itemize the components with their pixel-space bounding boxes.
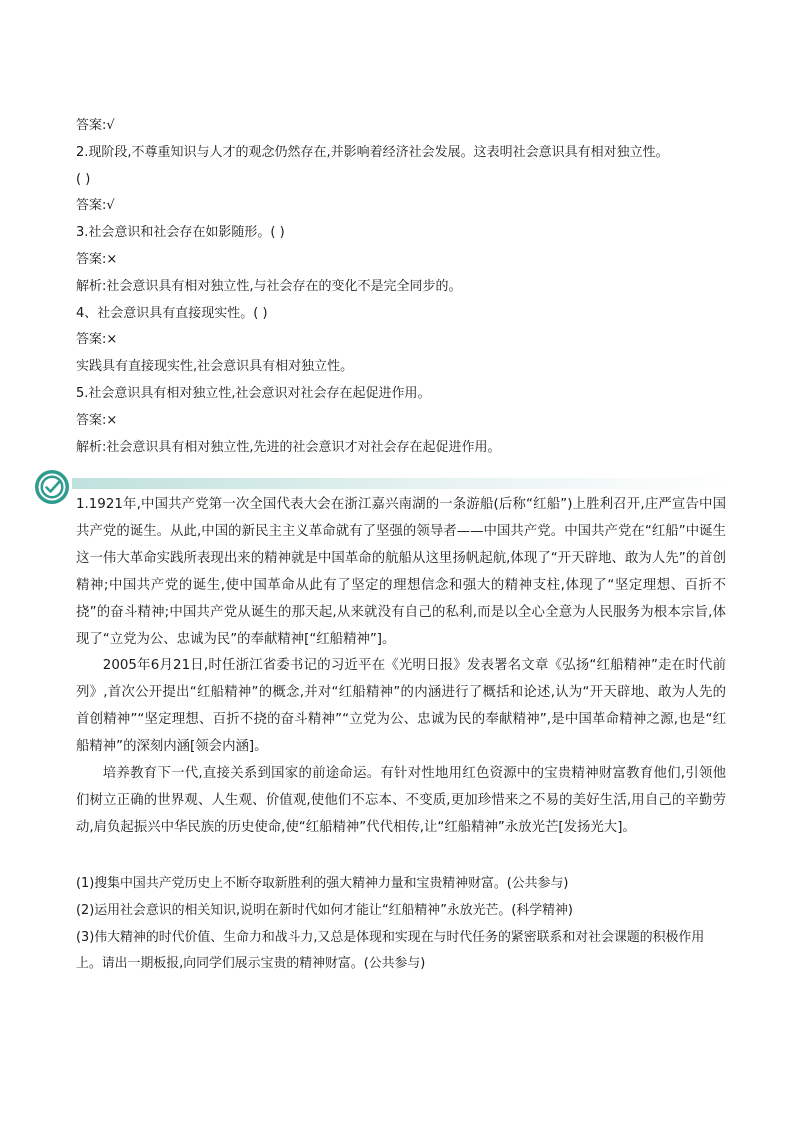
section-rule xyxy=(72,478,732,489)
question-5: 5.社会意识具有相对独立性,社会意识对社会存在起促进作用。 xyxy=(76,385,431,401)
answer-2: 答案:√ xyxy=(76,198,115,214)
explanation-4: 实践具有直接现实性,社会意识具有相对独立性。 xyxy=(76,359,354,375)
answer-3: 答案:× xyxy=(76,251,118,267)
material-paragraph-1: 1.1921年,中国共产党第一次全国代表大会在浙江嘉兴南湖的一条游船(后称“红船”)上胜利召开,庄严宣告中国共产党的诞生。从此,中国的新民主主义革命就有了坚强的领导者——中国共产党。中国共产党在“红船”中诞生这一伟大革命实践所表现出来的精神就是中国革命的航船从这里扬帆起航,体现了“开天辟地、敢为人先”的首创精神;中国共产党的诞生,使中国革命从此有了坚定的理想信念和强大的精神支柱,体现了“坚定理想、百折不挠”的奋斗精神;中国共产党从诞生的那天起,从来就没有自己的私利,而是以全心全意为人民服务为根本宗旨,体现了“立党为公、忠诚为民”的奉献精神[“红船精神”]。 xyxy=(76,497,726,647)
explanation-3: 解析:社会意识具有相对独立性,与社会存在的变化不是完全同步的。 xyxy=(76,278,462,294)
explanation-5: 解析:社会意识具有相对独立性,先进的社会意识才对社会存在起促进作用。 xyxy=(76,439,501,455)
question-4: 4、社会意识具有直接现实性。( ) xyxy=(76,305,268,321)
reading-material xyxy=(76,492,726,842)
sub-question-3: (3)伟大精神的时代价值、生命力和战斗力,又总是体现和实现在与时代任务的紧密联系和对社会课题的积极作用上。请出一期板报,向同学们展示宝贵的精神财富。(公共参与) xyxy=(76,929,705,972)
answer-1: 答案:√ xyxy=(76,118,115,133)
sub-questions xyxy=(76,871,726,978)
question-2-blank: ( ) xyxy=(76,171,91,187)
check-circle-icon xyxy=(34,469,70,505)
material-paragraph-2: 2005年6月21日,时任浙江省委书记的习近平在《光明日报》发表署名文章《弘扬“红船精神”走在时代前列》,首次公开提出“红船精神”的概念,并对“红船精神”的内涵进行了概括和论述,认为“开天辟地、敢为人先的首创精神”“坚定理想、百折不挠的奋斗精神”“立党为公、忠诚为民的奉献精神”,是中国革命精神之源,也是“红船精神”的深刻内涵[领会内涵]。 xyxy=(76,658,726,755)
judgment-questions xyxy=(76,113,726,461)
answer-5: 答案:× xyxy=(76,412,118,428)
material-paragraph-3: 培养教育下一代,直接关系到国家的前途命运。有针对性地用红色资源中的宝贵精神财富教育他们,引领他们树立正确的世界观、人生观、价值观,使他们不忘本、不变质,更加珍惜来之不易的美好生活,用自己的辛勤劳动,肩负起振兴中华民族的历史使命,使“红船精神”代代相传,让“红船精神”永放光芒[发扬光大]。 xyxy=(76,766,726,835)
question-3: 3.社会意识和社会存在如影随形。( ) xyxy=(76,225,285,241)
question-2: 2.现阶段,不尊重知识与人才的观念仍然存在,并影响着经济社会发展。这表明社会意识具有相对独立性。 xyxy=(76,144,669,160)
sub-question-1: (1)搜集中国共产党历史上不断夺取新胜利的强大精神力量和宝贵精神财富。(公共参与) xyxy=(76,876,569,891)
sub-question-2: (2)运用社会意识的相关知识,说明在新时代如何才能让“红船精神”永放光芒。(科学精神) xyxy=(76,902,573,918)
answer-4: 答案:× xyxy=(76,332,118,348)
